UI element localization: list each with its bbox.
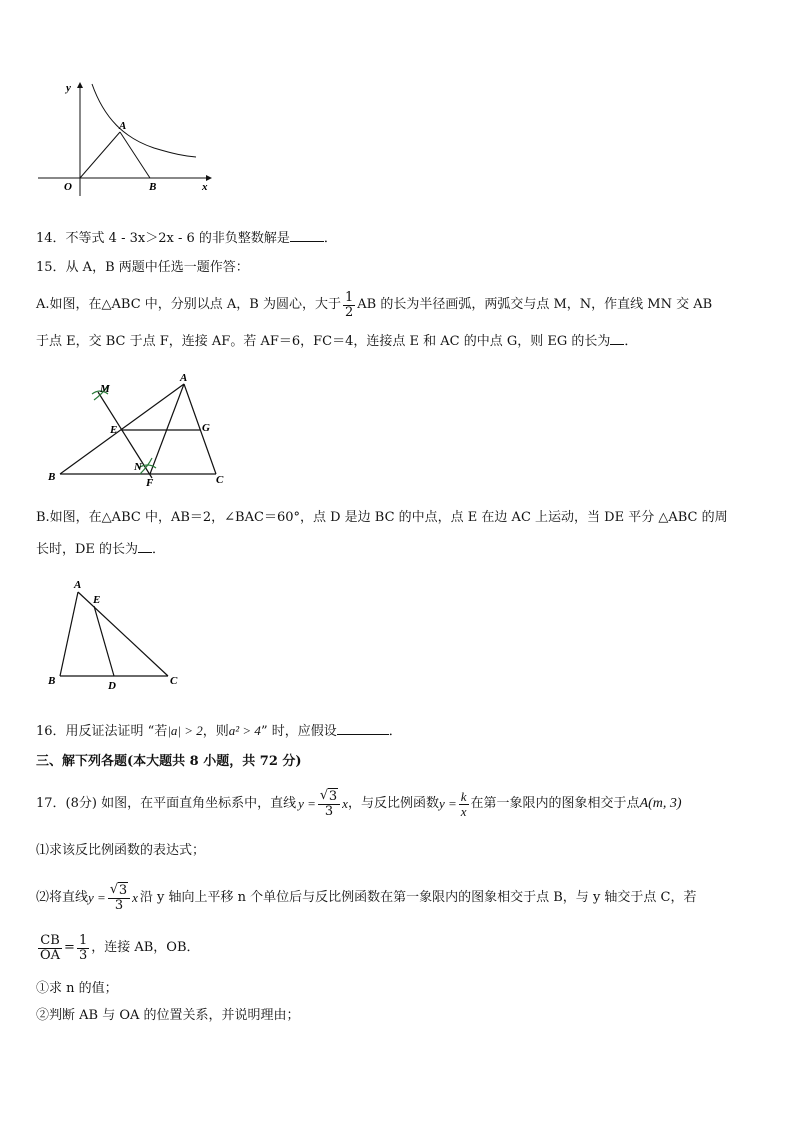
q17-p2-pre: ⑵将直线 <box>36 890 89 905</box>
question-15b-line1: B.如图，在△ABC 中，AB＝2，∠BAC＝60°，点 D 是边 BC 的中点，点 E 在边 AC 上运动，当 DE 平分 △ABC 的周 <box>36 510 728 525</box>
section-3-title: 三、解下列各题(本大题共 8 小题，共 72 分) <box>36 754 302 769</box>
q16-pre: 16．用反证法证明 “若 <box>36 724 168 739</box>
question-17-sub2: ②判断 AB 与 OA 的位置关系，并说明理由； <box>36 1008 300 1023</box>
question-17-ratio <box>36 928 200 968</box>
fraction-k-over-x <box>459 790 469 819</box>
question-15a-line1 <box>36 287 712 323</box>
segment-AF <box>150 384 184 474</box>
q15b-end: ． <box>152 542 166 557</box>
label-y: y <box>66 82 71 94</box>
label-A: A <box>180 372 188 384</box>
q15a-end: ． <box>624 334 638 349</box>
q15a-answer-blank[interactable] <box>610 332 624 345</box>
frac-cb: CB <box>40 932 60 948</box>
q14-text: 14．不等式 4 - 3x＞2x - 6 的非负整数解是 <box>36 231 290 246</box>
sqrt3: 3 <box>328 788 338 804</box>
q17-mid: ，与反比例函数 <box>347 796 439 811</box>
q16-post: ” 时，应假设 <box>260 724 337 739</box>
fraction-one-half <box>343 291 355 320</box>
q17-p2-mid: 沿 y 轴向上平移 n 个单位后与反比例函数在第一象限内的图象相交于点 B，与 y 轴交于点 C，若 <box>139 890 697 905</box>
question-17-sub1: ①求 n 的值； <box>36 981 118 996</box>
question-14 <box>36 229 337 248</box>
q17-p2-end: ，连接 AB，OB． <box>91 940 200 955</box>
figure-triangle-de <box>44 578 194 694</box>
q14-end: ． <box>323 231 337 246</box>
label-N: N <box>134 461 142 473</box>
q15a-text-post: AB 的长为半径画弧，两弧交与点 M，N，作直线 MN 交 AB <box>357 297 713 312</box>
equals-sign: = <box>64 940 75 955</box>
label-A: A <box>119 120 127 132</box>
segment-AC <box>184 384 216 474</box>
fraction-sqrt3-over-3-b <box>108 884 130 913</box>
q15b-answer-blank[interactable] <box>138 540 152 553</box>
label-B: B <box>48 471 56 483</box>
segment-AC <box>78 592 168 676</box>
q17-pre: 17．(8分) 如图，在平面直角坐标系中，直线 <box>36 796 297 811</box>
frac-den: 2 <box>345 304 354 320</box>
segment-AB <box>120 132 150 178</box>
segment-AB <box>60 592 78 676</box>
frac-x: x <box>460 803 467 819</box>
label-E: E <box>110 424 118 436</box>
label-O: O <box>64 181 72 193</box>
label-A: A <box>74 579 82 591</box>
y-axis-arrow <box>77 82 83 88</box>
q17-y-eq: y = <box>298 796 316 811</box>
fraction-cb-over-oa <box>38 934 62 963</box>
q15b-line2-text: 长时，DE 的长为 <box>36 542 139 557</box>
q17-p2-x: x <box>132 890 138 905</box>
label-B: B <box>149 181 157 193</box>
label-G: G <box>202 422 210 434</box>
frac-num: 1 <box>345 289 354 305</box>
label-x: x <box>202 181 208 193</box>
label-E: E <box>93 594 101 606</box>
q15a-line2-text: 于点 E，交 BC 于点 F，连接 AF。若 AF＝6，FC＝4，连接点 E 和 AC 的中点 G，则 EG 的长为 <box>36 334 611 349</box>
q16-answer-blank[interactable] <box>337 722 389 735</box>
question-17-part1: ⑴求该反比例函数的表达式； <box>36 843 206 858</box>
label-F: F <box>146 477 154 489</box>
q17-post: 在第一象限内的图象相交于点 <box>470 796 640 811</box>
frac-3: 3 <box>78 947 88 963</box>
q16-abs: |a| > 2 <box>167 723 203 738</box>
figure-hyperbola-graph <box>34 78 224 198</box>
frac-oa: OA <box>40 947 61 963</box>
label-M: M <box>100 383 110 395</box>
q14-answer-blank[interactable] <box>290 229 324 242</box>
label-C: C <box>216 474 224 486</box>
segment-OA <box>80 132 120 178</box>
q16-end: ． <box>388 724 402 739</box>
sqrt3-b: 3 <box>118 882 128 898</box>
q17-y-eq2: y = <box>438 796 457 811</box>
segment-AB <box>60 384 184 474</box>
frac-den-3-b: 3 <box>114 897 124 913</box>
frac-k: k <box>460 788 467 804</box>
question-15a-line2 <box>36 332 637 351</box>
question-15-intro: 15．从 A，B 两题中任选一题作答： <box>36 260 249 275</box>
question-16 <box>36 722 402 741</box>
fraction-one-third <box>77 934 89 963</box>
q16-mid: ，则 <box>202 724 229 739</box>
label-D: D <box>108 680 116 692</box>
q17-x: x <box>342 796 348 811</box>
question-17-part2 <box>36 878 697 918</box>
label-B: B <box>48 675 56 687</box>
frac-1: 1 <box>78 932 88 948</box>
question-17-line1 <box>36 784 682 824</box>
label-C: C <box>170 675 178 687</box>
q17-p2-y-eq: y = <box>88 890 106 905</box>
frac-den-3: 3 <box>324 803 334 819</box>
q15a-text-pre: A.如图，在△ABC 中，分别以点 A，B 为圆心，大于 <box>36 297 341 312</box>
fraction-sqrt3-over-3 <box>318 790 340 819</box>
q17-point: A(m, 3) <box>639 796 682 811</box>
question-15b-line2 <box>36 540 165 559</box>
figure-triangle-bisector <box>44 370 234 490</box>
q16-pow: a² > 4 <box>228 723 261 738</box>
